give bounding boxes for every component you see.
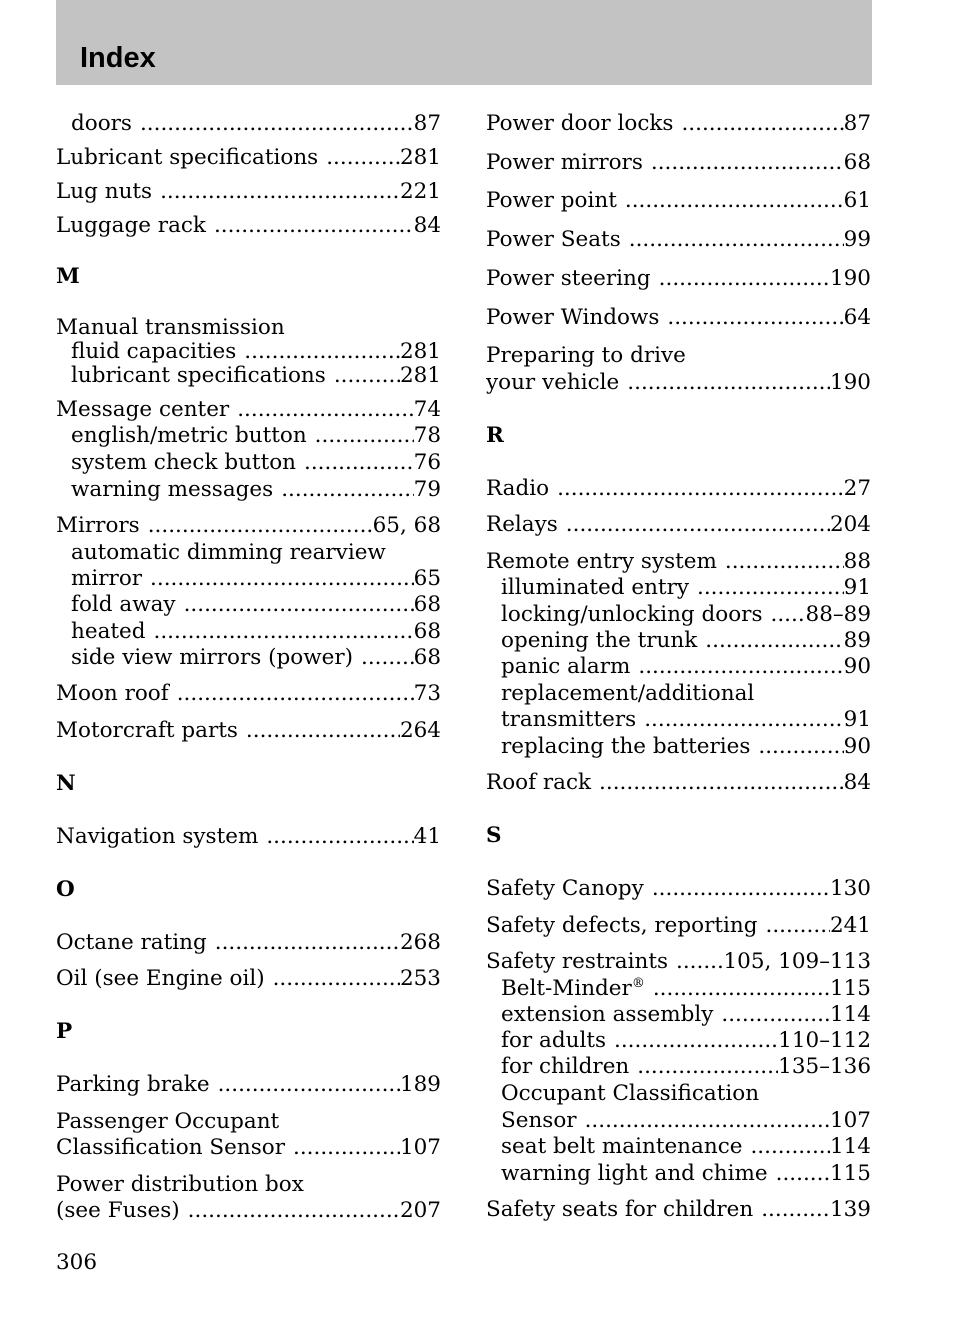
dot-leader bbox=[566, 512, 830, 538]
dot-leader bbox=[761, 1197, 830, 1223]
index-entry-page: 189 bbox=[399, 1072, 441, 1097]
index-section-letter: N bbox=[56, 771, 76, 796]
dot-leader bbox=[244, 339, 400, 365]
index-entry-label: warning light and chime bbox=[501, 1161, 768, 1186]
dot-leader bbox=[184, 592, 414, 618]
index-entry-label: Preparing to drive bbox=[486, 343, 686, 368]
index-entry-label: Moon roof bbox=[56, 681, 169, 706]
index-entry-label: illuminated entry bbox=[501, 575, 689, 600]
index-entry-label: fold away bbox=[71, 592, 176, 617]
dot-leader bbox=[653, 976, 830, 1002]
index-entry-label: panic alarm bbox=[501, 654, 631, 679]
dot-leader bbox=[315, 423, 414, 449]
dot-leader bbox=[326, 145, 400, 171]
index-entry-page: 207 bbox=[399, 1198, 441, 1223]
index-entry bbox=[501, 1054, 871, 1080]
index-entry bbox=[71, 339, 441, 365]
index-entry-page: 64 bbox=[843, 305, 871, 330]
dot-leader bbox=[304, 450, 414, 476]
dot-leader bbox=[218, 1072, 400, 1098]
index-entry-page: 27 bbox=[843, 476, 871, 501]
index-entry-page: 65 bbox=[413, 566, 441, 591]
index-section-letter: R bbox=[486, 423, 504, 448]
index-entry bbox=[71, 619, 441, 645]
index-entry-label: Power distribution box bbox=[56, 1172, 304, 1197]
index-entry-label: Octane rating bbox=[56, 930, 207, 955]
index-entry-page: 90 bbox=[843, 734, 871, 759]
index-entry bbox=[486, 476, 871, 502]
index-entry-page: 241 bbox=[829, 913, 871, 938]
index-entry bbox=[56, 824, 441, 850]
dot-leader bbox=[697, 575, 844, 601]
dot-leader bbox=[154, 619, 414, 645]
index-entry-page: 76 bbox=[413, 450, 441, 475]
dot-leader bbox=[266, 824, 413, 850]
index-entry bbox=[501, 1134, 871, 1160]
index-entry-page: 190 bbox=[829, 370, 871, 395]
index-entry-label: Power mirrors bbox=[486, 150, 643, 175]
index-entry bbox=[56, 513, 441, 539]
index-entry-page: 281 bbox=[399, 339, 441, 364]
index-entry-label: Oil (see Engine oil) bbox=[56, 966, 265, 991]
index-entry-label: Occupant Classification bbox=[501, 1081, 760, 1106]
index-entry-page: 114 bbox=[829, 1134, 871, 1159]
index-entry-label: side view mirrors (power) bbox=[71, 645, 354, 670]
index-entry-label: Navigation system bbox=[56, 824, 259, 849]
index-entry-label: Passenger Occupant bbox=[56, 1109, 280, 1134]
index-entry bbox=[501, 654, 871, 680]
index-entry-page: 41 bbox=[413, 824, 441, 849]
dot-leader bbox=[681, 111, 843, 137]
index-entry bbox=[71, 645, 441, 671]
index-entry-label: (see Fuses) bbox=[56, 1198, 180, 1223]
dot-leader bbox=[237, 397, 413, 423]
dot-leader bbox=[659, 266, 830, 292]
dot-leader bbox=[644, 707, 843, 733]
page-number: 306 bbox=[56, 1250, 98, 1275]
index-entry-page: 221 bbox=[399, 179, 441, 204]
index-entry-page: 130 bbox=[829, 876, 871, 901]
index-entry bbox=[56, 1198, 441, 1224]
dot-leader bbox=[776, 1161, 830, 1187]
index-entry-label: for children bbox=[501, 1054, 630, 1079]
index-entry bbox=[501, 1028, 871, 1054]
index-entry-label: automatic dimming rearview bbox=[71, 540, 386, 565]
index-entry-page: 268 bbox=[399, 930, 441, 955]
dot-leader bbox=[293, 1135, 400, 1161]
index-entry bbox=[486, 227, 871, 253]
index-entry-page: 68 bbox=[413, 592, 441, 617]
dot-leader bbox=[140, 111, 414, 137]
index-entry-page: 89 bbox=[843, 628, 871, 653]
index-entry bbox=[71, 423, 441, 449]
dot-leader bbox=[177, 681, 414, 707]
dot-leader bbox=[281, 477, 413, 503]
index-entry bbox=[56, 1072, 441, 1098]
index-entry bbox=[501, 628, 871, 654]
dot-leader bbox=[160, 179, 400, 205]
index-section-letter: S bbox=[486, 823, 502, 848]
dot-leader bbox=[758, 734, 843, 760]
index-entry-page: 281 bbox=[399, 145, 441, 170]
index-entry-label: doors bbox=[71, 111, 132, 136]
dot-leader bbox=[557, 476, 844, 502]
index-entry bbox=[56, 930, 441, 956]
index-entry-page: 74 bbox=[413, 397, 441, 422]
index-entry-page: 79 bbox=[413, 477, 441, 502]
index-entry bbox=[56, 179, 441, 205]
index-entry bbox=[486, 150, 871, 176]
index-entry bbox=[501, 602, 871, 628]
index-entry bbox=[71, 111, 441, 137]
index-entry-page: 107 bbox=[399, 1135, 441, 1160]
dot-leader bbox=[766, 913, 830, 939]
dot-leader bbox=[150, 566, 414, 592]
index-entry-page: 204 bbox=[829, 512, 871, 537]
index-entry-page: 190 bbox=[829, 266, 871, 291]
dot-leader bbox=[629, 227, 844, 253]
index-entry-page: 105, 109–113 bbox=[723, 949, 871, 974]
index-entry bbox=[486, 770, 871, 796]
index-entry bbox=[486, 876, 871, 902]
dot-leader bbox=[614, 1028, 778, 1054]
index-entry-label: Lubricant specifications bbox=[56, 145, 319, 170]
index-entry bbox=[486, 266, 871, 292]
index-entry-label: Power Seats bbox=[486, 227, 621, 252]
index-entry bbox=[71, 450, 441, 476]
index-entry-page: 110–112 bbox=[778, 1028, 871, 1053]
index-entry-page: 115 bbox=[829, 1161, 871, 1186]
index-entry-label: Lug nuts bbox=[56, 179, 153, 204]
index-entry-label: Power Windows bbox=[486, 305, 660, 330]
index-entry bbox=[71, 592, 441, 618]
index-entry-label: fluid capacities bbox=[71, 339, 237, 364]
dot-leader bbox=[188, 1198, 400, 1224]
index-entry bbox=[486, 305, 871, 331]
dot-leader bbox=[148, 513, 373, 539]
index-entry-label: Sensor bbox=[501, 1108, 577, 1133]
index-entry-label: Mirrors bbox=[56, 513, 140, 538]
index-entry-label: Manual transmission bbox=[56, 315, 285, 340]
index-entry-label: heated bbox=[71, 619, 146, 644]
index-entry bbox=[56, 397, 441, 423]
index-entry bbox=[486, 512, 871, 538]
index-entry-label: Relays bbox=[486, 512, 558, 537]
index-entry-page: 84 bbox=[413, 213, 441, 238]
index-entry bbox=[56, 213, 441, 239]
index-entry bbox=[501, 1108, 871, 1134]
index-entry-label: system check button bbox=[71, 450, 296, 475]
index-entry bbox=[56, 718, 441, 744]
dot-leader bbox=[771, 602, 806, 628]
index-entry bbox=[486, 913, 871, 939]
dot-leader bbox=[676, 949, 723, 975]
page-header bbox=[56, 0, 872, 85]
index-entry-label: Radio bbox=[486, 476, 550, 501]
index-entry-label: Remote entry system bbox=[486, 549, 717, 574]
index-section-letter: P bbox=[56, 1019, 73, 1044]
index-entry-label: Classification Sensor bbox=[56, 1135, 285, 1160]
index-entry-label: replacement/additional bbox=[501, 681, 755, 706]
index-entry-page: 91 bbox=[843, 707, 871, 732]
index-entry bbox=[486, 370, 871, 396]
index-entry bbox=[501, 1002, 871, 1028]
index-entry-page: 88–89 bbox=[805, 602, 871, 627]
index-entry-label: replacing the batteries bbox=[501, 734, 751, 759]
dot-leader bbox=[750, 1134, 829, 1160]
index-entry-page: 87 bbox=[413, 111, 441, 136]
index-entry-page: 114 bbox=[829, 1002, 871, 1027]
index-entry bbox=[501, 976, 871, 1002]
index-entry-page: 139 bbox=[829, 1197, 871, 1222]
dot-leader bbox=[215, 930, 400, 956]
index-section-letter: M bbox=[56, 264, 80, 289]
index-entry-page: 73 bbox=[413, 681, 441, 706]
index-entry-page: 90 bbox=[843, 654, 871, 679]
index-entry bbox=[71, 566, 441, 592]
index-entry-page: 281 bbox=[399, 363, 441, 388]
index-entry-page: 78 bbox=[413, 423, 441, 448]
index-entry bbox=[56, 145, 441, 171]
dot-leader bbox=[667, 305, 843, 331]
dot-leader bbox=[638, 654, 843, 680]
index-entry-label: Power point bbox=[486, 188, 617, 213]
index-entry-page: 61 bbox=[843, 188, 871, 213]
index-entry-page: 84 bbox=[843, 770, 871, 795]
index-entry-page: 264 bbox=[399, 718, 441, 743]
index-entry-label: Message center bbox=[56, 397, 230, 422]
index-entry bbox=[501, 575, 871, 601]
index-entry-label: Safety defects, reporting bbox=[486, 913, 758, 938]
index-entry-label: Parking brake bbox=[56, 1072, 210, 1097]
index-entry-label: Roof rack bbox=[486, 770, 592, 795]
index-entry-label: extension assembly bbox=[501, 1002, 714, 1027]
index-entry-page: 65, 68 bbox=[372, 513, 441, 538]
dot-leader bbox=[273, 966, 400, 992]
dot-leader bbox=[246, 718, 400, 744]
index-entry-page: 68 bbox=[843, 150, 871, 175]
index-entry-label: opening the trunk bbox=[501, 628, 698, 653]
index-entry-label: Safety seats for children bbox=[486, 1197, 754, 1222]
index-entry-label: english/metric button bbox=[71, 423, 307, 448]
index-entry-label: for adults bbox=[501, 1028, 606, 1053]
dot-leader bbox=[585, 1108, 830, 1134]
index-entry-page: 135–136 bbox=[778, 1054, 871, 1079]
index-section-letter: O bbox=[56, 877, 75, 902]
dot-leader bbox=[637, 1054, 778, 1080]
dot-leader bbox=[334, 363, 400, 389]
index-entry-label: Power door locks bbox=[486, 111, 674, 136]
index-entry-page: 68 bbox=[413, 619, 441, 644]
index-entry bbox=[501, 707, 871, 733]
index-entry bbox=[56, 681, 441, 707]
index-entry-page: 87 bbox=[843, 111, 871, 136]
index-entry-page: 91 bbox=[843, 575, 871, 600]
index-entry bbox=[501, 734, 871, 760]
index-entry-label: Safety Canopy bbox=[486, 876, 644, 901]
index-entry-page: 99 bbox=[843, 227, 871, 252]
index-entry bbox=[501, 1161, 871, 1187]
index-entry bbox=[486, 111, 871, 137]
index-entry-label: Motorcraft parts bbox=[56, 718, 238, 743]
dot-leader bbox=[652, 876, 830, 902]
dot-leader bbox=[214, 213, 414, 239]
index-entry bbox=[486, 188, 871, 214]
index-entry-label: locking/unlocking doors bbox=[501, 602, 763, 627]
dot-leader bbox=[725, 549, 844, 575]
registered-mark: ® bbox=[631, 975, 645, 991]
index-entry-label: Safety restraints bbox=[486, 949, 669, 974]
index-entry-page: 253 bbox=[399, 966, 441, 991]
dot-leader bbox=[651, 150, 844, 176]
index-entry-label: mirror bbox=[71, 566, 143, 591]
index-entry bbox=[486, 1197, 871, 1223]
index-entry bbox=[486, 549, 871, 575]
index-entry-label: transmitters bbox=[501, 707, 637, 732]
dot-leader bbox=[599, 770, 844, 796]
index-entry bbox=[71, 477, 441, 503]
index-entry bbox=[56, 1135, 441, 1161]
index-entry-label: seat belt maintenance bbox=[501, 1134, 743, 1159]
index-entry-page: 68 bbox=[413, 645, 441, 670]
index-entry-label: your vehicle bbox=[486, 370, 620, 395]
index-entry bbox=[71, 363, 441, 389]
index-entry-label: Power steering bbox=[486, 266, 651, 291]
index-entry-page: 115 bbox=[829, 976, 871, 1001]
dot-leader bbox=[627, 370, 830, 396]
index-entry-label: warning messages bbox=[71, 477, 274, 502]
dot-leader bbox=[721, 1002, 830, 1028]
index-entry-label: Luggage rack bbox=[56, 213, 206, 238]
dot-leader bbox=[625, 188, 844, 214]
index-entry bbox=[486, 949, 871, 975]
page-title: Index bbox=[80, 42, 156, 74]
index-entry-page: 107 bbox=[829, 1108, 871, 1133]
dot-leader bbox=[705, 628, 843, 654]
dot-leader bbox=[361, 645, 414, 671]
index-entry-page: 88 bbox=[843, 549, 871, 574]
index-entry-label: lubricant specifications bbox=[71, 363, 326, 388]
index-entry-label: Belt-Minder® bbox=[501, 975, 645, 1001]
index-entry bbox=[56, 966, 441, 992]
